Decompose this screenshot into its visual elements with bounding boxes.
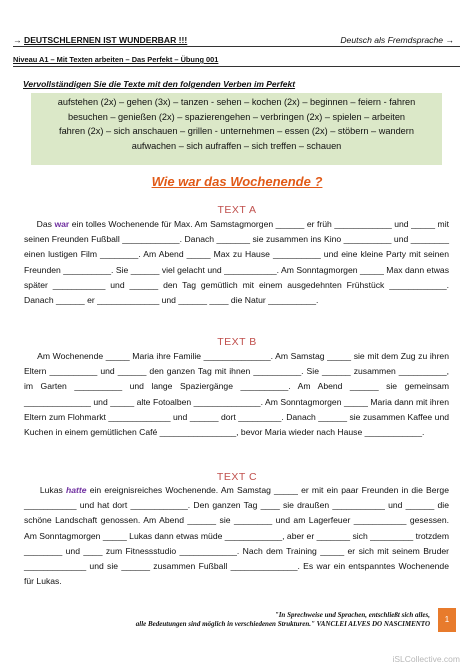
text-a-paragraph: ein tolles Wochenende für Max. Am Samstagmorgen ______ er früh ____________ und _____ mit seinen Freunden Fußball ____________. Danach _______ sie zusammen ins Kino __________ und ________ einen lustigen Film ________. Am Abend _____ Max zu Hause __________ und eine kleine Party mit seinen Freunden __________. Sie ______ viel gelacht und ___________. Am Sonntagmorgen _____ Max dann etwas später ___________ und ______ den Tag gemütlich mit einem ausgedehnten Frühstück ____________. Danach ______ er _____________ und ______ ____ die Natur __________. [24,219,449,306]
text-a-title: TEXT A [217,204,257,216]
text-a-body [24,217,449,308]
subheader-divider [13,66,460,67]
arrow-icon: → [13,35,22,45]
verb-line: fahren (2x) – sich anschauen – grillen - unternehmen – essen (2x) – stöbern – wandern [59,126,414,136]
site-watermark: iSLCollective.com [392,654,460,664]
quote-line: "In Sprechweise und Sprachen, entschließt sich alles, [274,611,430,619]
header-left [13,35,187,45]
level-subheader: Niveau A1 – Mit Texten arbeiten – Das Perfekt – Übung 001 [13,55,219,64]
text-c-paragraph: ein ereignisreiches Wochenende. Am Samstag _____ er mit ein paar Freunden in die Berge ___________ und hat dort ____________. Den ganzen Tag ____ sie draußen ___________ und ______ die schöne Landschaft genossen. Am Abend ______ sie ________ und am Lagerfeuer ___________ gesessen. Am Sonntagmorgen _____ Lukas dann etwas müde ____________, aber er _______ sich _________ trotzdem ________ und ____ zum Fitnessstudio ____________. Nach dem Training _____ er sich mit seinem Bruder _____________ und sie ______ zusammen Fußball ______________. Es war ein entspanntes Wochenende für Lukas. [24,485,449,587]
page-number: 1 [438,608,456,632]
footer-quote [30,611,430,629]
main-title: Wie war das Wochenende ? [151,174,323,189]
text-c-highlight: hatte [65,485,87,495]
verb-box [31,93,442,165]
header-divider [13,46,460,47]
document-header [13,33,460,47]
quote-line: alle Bedeutungen sind möglich in verschiedenen Strukturen." VANCLEI ALVES DO NASCIMENTO [135,620,430,628]
text-b-body [24,349,449,440]
verb-line: besuchen – genießen (2x) – spazierengehen – verbringen (2x) – spielen – arbeiten [67,111,406,122]
exercise-instruction: Vervollständigen Sie die Texte mit den folgenden Verben im Perfekt [23,79,296,89]
text-c-prefix: Lukas [39,485,66,495]
text-b-title: TEXT B [217,336,257,348]
verb-line: aufstehen (2x) – gehen (3x) – tanzen - sehen – kochen (2x) – beginnen – feiern - fahren [57,97,416,107]
text-a-highlight: war [54,219,70,229]
text-a-prefix: Das [36,219,55,229]
text-c-title: TEXT C [216,471,258,483]
header-title: DEUTSCHLERNEN IST WUNDERBAR !!! [23,35,188,45]
header-right: Deutsch als Fremdsprache → [340,35,454,45]
text-b-paragraph: Am Wochenende _____ Maria ihre Familie ______________. Am Samstag _____ sie mit dem Zug zu ihren Eltern __________ und ______ den ganzen Tag mit ihnen __________. Sie ______ zusammen __________, im Garten __________ und lange Spaziergänge __________. Am Abend ______ sie gemeinsam ______________ und _____ alte Fotoalben ______________. Am Sonntagmorgen _____ Maria dann mit ihren Eltern zum Flohmarkt _____________ und ______ dort _________. Danach ______ sie zusammen Kaffee und Kuchen in einem gemütlichen Café ________________, bevor Maria wieder nach Hause ____________. [24,351,449,438]
text-c-body [24,483,449,589]
verb-line: aufwachen – sich aufraffen – sich treffen – schauen [131,140,342,151]
